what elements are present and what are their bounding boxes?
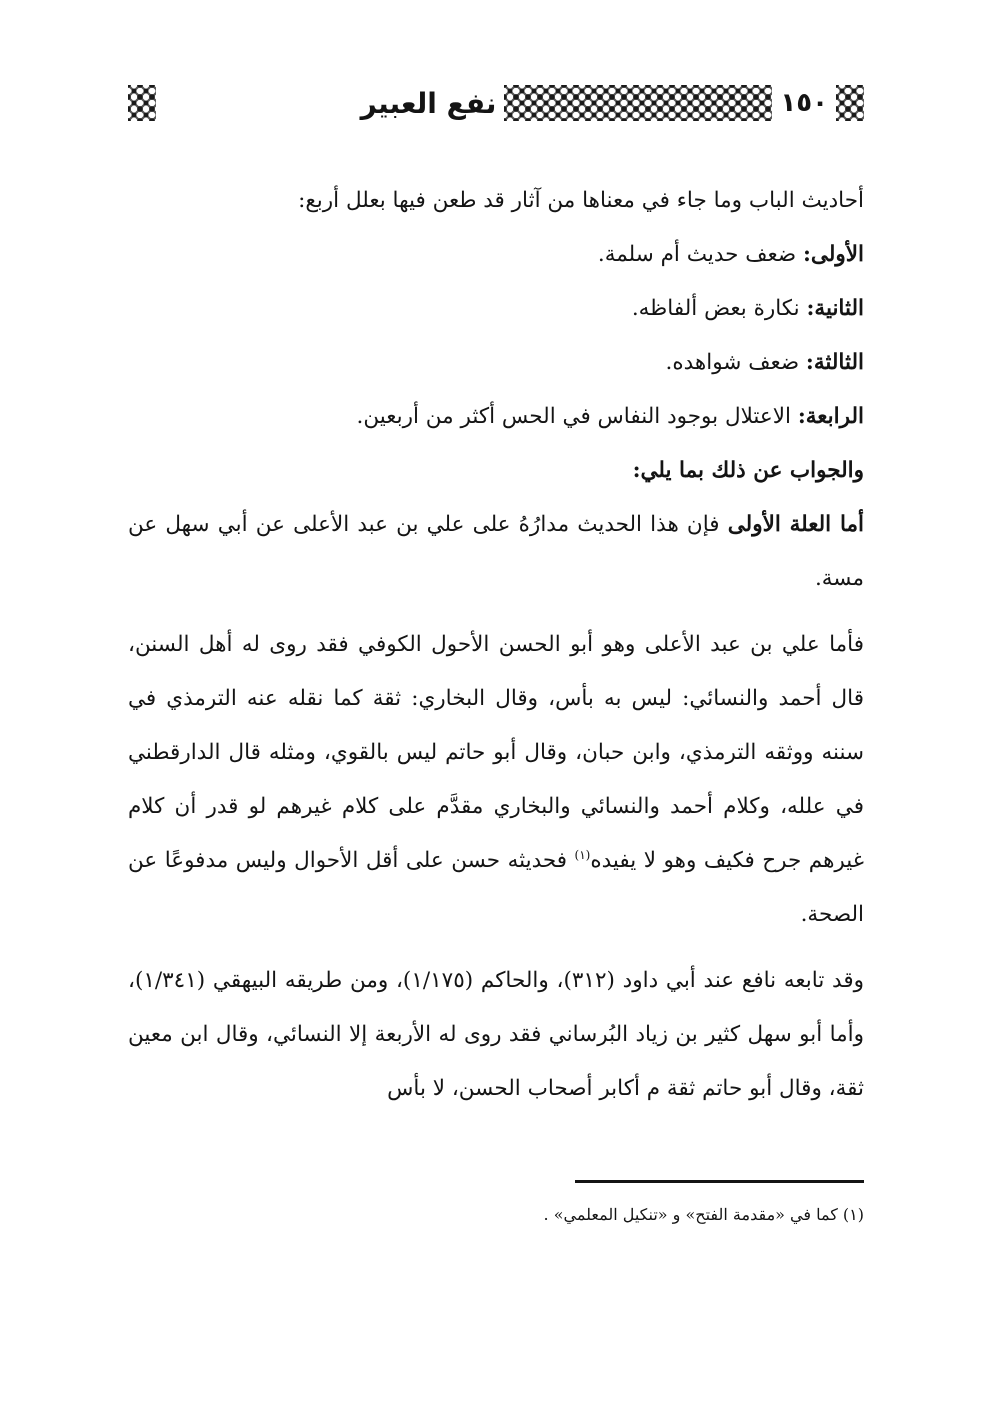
footnote-divider: [575, 1180, 864, 1183]
title-wrap: [164, 87, 496, 120]
paragraph-1-text: فإن هذا الحديث مدارُهُ على علي بن عبد الأعلى عن أبي سهل عن مسة.: [128, 512, 864, 591]
book-title: نفع العبير: [360, 86, 497, 120]
paragraph-2: [128, 618, 864, 942]
page-header: [128, 82, 864, 124]
point-label: الثالثة:: [805, 350, 864, 375]
intro-line: أحاديث الباب وما جاء في معناها من آثار قد طعن فيها بعلل أربع:: [298, 188, 864, 213]
point-text: ضعف حديث أم سلمة.: [597, 242, 803, 267]
body-text: [128, 174, 864, 1116]
point-text: ضعف شواهده.: [665, 350, 806, 375]
point-label: الثانية:: [806, 296, 864, 321]
answer-heading: والجواب عن ذلك بما يلي:: [632, 458, 864, 483]
point-3: [128, 336, 864, 390]
point-label: الأولى:: [802, 242, 864, 267]
point-text: نكارة بعض ألفاظه.: [631, 296, 807, 321]
paragraph-2-text: فأما علي بن عبد الأعلى وهو أبو الحسن الأحول الكوفي فقد روى له أهل السنن، قال أحمد والنسائي: ليس به بأس، وقال البخاري: ثقة كما نقله عنه الترمذي في سننه ووثقه الترمذي، وابن حبان، وقال أبو حاتم ليس بالقوي، ومثله قال الدارقطني في علله، وكلام أحمد والنسائي والبخاري مقدَّم على كلام غيرهم لو قدر أن كلام غيرهم جرح فكيف وهو لا يفيده: [128, 632, 865, 873]
footnote: (١) كما في «مقدمة الفتح» و «تنكيل المعلمي» .: [543, 1205, 864, 1224]
point-2: [128, 282, 864, 336]
ornament-band-icon: [504, 85, 772, 121]
ornament-icon: [836, 85, 864, 121]
paragraph-1-bold: أما العلة الأولى: [727, 512, 865, 537]
point-4: [128, 390, 864, 444]
paragraph-1: [128, 498, 864, 606]
footnote-ref[interactable]: (١): [574, 847, 591, 862]
ornament-icon: [128, 85, 156, 121]
point-text: الاعتلال بوجود النفاس في الحس أكثر من أربعين.: [356, 404, 798, 429]
paragraph-3: وقد تابعه نافع عند أبي داود (٣١٢)، والحاكم (١/١٧٥)، ومن طريقه البيهقي (١/٣٤١)، وأما أبو سهل كثير بن زياد البُرساني فقد روى له الأربعة إلا النسائي، وقال ابن معين ثقة، وقال أبو حاتم ثقة م أكابر أصحاب الحسن، لا بأس: [128, 968, 865, 1101]
paragraph-2-text-end: فحديثه حسن على أقل الأحوال وليس مدفوعًا عن الصحة.: [128, 848, 864, 927]
point-1: [128, 228, 864, 282]
point-label: الرابعة:: [797, 404, 864, 429]
page-number: ١٥٠: [780, 88, 828, 118]
